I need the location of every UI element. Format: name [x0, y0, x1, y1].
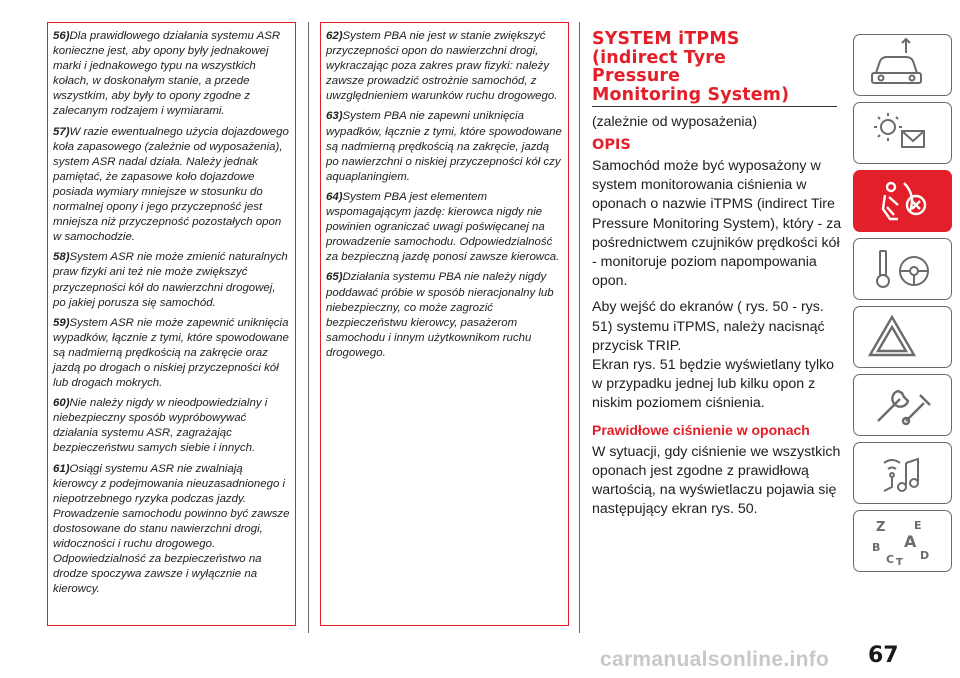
emergency-triangle-icon — [854, 307, 953, 369]
svg-text:Z: Z — [876, 520, 886, 535]
airbag-safety-icon — [854, 171, 953, 233]
warning-57: 57)W razie ewentualnego użycia dojazdowego koła zapasowego (zależnie od wyposażenia), system ASR nadal działa. Należy jednak pamiętać, że zapasowe koło dojazdowe posiada wymiary mniejsze w stosunku do normalnej opony i jego przyczepność jest mniejsza niż przyczepność pozostałych opon w samochodzie. — [53, 125, 289, 244]
svg-text:B: B — [872, 541, 881, 554]
section-title: SYSTEM iTPMS (indirect Tyre Pressure Monitoring System) — [592, 29, 790, 105]
warning-62: 62)System PBA nie jest w stanie zwiększyć przyczepności opon do nawierzchni drogi, wykraczając poza zakres praw fizyki: należy zawsze prowadzić ostrożnie samochód, z uwzględnieniem warunków ruchu drogowego. — [326, 30, 558, 103]
warning-lights-icon — [854, 103, 953, 165]
paragraph: Samochód może być wyposażony w system monitorowania ciśnienia w oponach o nazwie iTPMS (indirect Tire Pressure Monitoring System), który - za pośrednictwem czujników prędkości kół - monitoruje poziom napompowania opon. — [592, 158, 842, 290]
car-dashboard-icon — [854, 35, 953, 97]
warning-59: 59)System ASR nie może zapewnić uniknięcia wypadków, łącznie z tymi, które spowodowane są nadmierną prędkością na zakręcie oraz jazdą po drogach o niskiej przyczepności kół lub drogach mokrych. — [53, 316, 289, 390]
chapter-tab-warning-lights[interactable] — [853, 102, 952, 164]
paragraph: W sytuacji, gdy ciśnienie we wszystkich oponach jest zgodne z prawidłową wartością, na wyświetlaczu pojawia się następujący ekran rys. 50. — [592, 443, 841, 518]
warning-58: 58)System ASR nie może zmienić naturalnych praw fizyki ani też nie może zwiększyć przyczepności kół do nawierzchni drogowej, po jakiej porusza się samochód. — [53, 251, 288, 309]
chapter-tab-starting[interactable] — [853, 238, 952, 300]
key-steering-wheel-icon — [854, 239, 953, 301]
maintenance-tools-icon — [854, 375, 953, 437]
chapter-tab-index[interactable] — [853, 510, 952, 572]
warnings-box-left — [47, 22, 296, 626]
multimedia-icon — [854, 443, 953, 505]
warnings-box-middle — [320, 22, 569, 626]
svg-text:D: D — [920, 549, 930, 562]
svg-text:E: E — [914, 519, 922, 532]
warning-61: 61)Osiągi systemu ASR nie zwalniają kierowcy z podejmowania nieuzasadnionego i niepotrzebnego ryzyka podczas jazdy. Prowadzenie samochodu powinno być zawsze dostosowane do stanu nawierzchni drogi, widoczności i ruchu drogowego. Odpowiedzialność za bezpieczeństwo na drodze spoczywa zawsze i wyłącznie na kierowcy. — [53, 462, 290, 596]
subheading-opis: OPIS — [592, 137, 631, 153]
warning-65: 65)Działania systemu PBA nie należy nigdy poddawać próbie w sposób nieracjonalny lub niebezpieczny, co może zagrozić bezpieczeństwu kierowcy, pasażerom samochodu i innym użytkownikom ruchu drogowego. — [326, 271, 554, 359]
paragraph: Ekran rys. 51 będzie wyświetlany tylko w przypadku jednej lub kilku opon z niskim poziomem ciśnienia. — [592, 357, 835, 412]
equipment-note: (zależnie od wyposażenia) — [592, 113, 757, 129]
section-itpms — [592, 30, 842, 526]
column-divider — [308, 22, 309, 633]
svg-text:A: A — [904, 532, 917, 551]
chapter-tab-dashboard[interactable] — [853, 34, 952, 96]
alphabet-index-icon — [854, 511, 953, 573]
warning-64: 64)System PBA jest elementem wspomagającym jazdę: kierowca nigdy nie powinien ograniczać uwagi poświęcanej na prowadzenie samochodu. Odpowiedzialność za bezpieczną jazdę ponosi zawsze kierowca. — [326, 190, 560, 264]
chapter-tab-safety[interactable] — [853, 170, 952, 232]
watermark: carmanualsonline.info — [600, 648, 830, 671]
svg-text:C: C — [886, 553, 895, 566]
warning-56: 56)Dla prawidłowego działania systemu ASR konieczne jest, aby opony były jednakowej marki i jednakowego typu na wszystkich kołach, w doskonałym stanie, a przede wszystkim, aby były to opony zgodne z zalecanym rodzajem i wymiarami. — [53, 30, 281, 118]
warning-60: 60)Nie należy nigdy w nieodpowiedzialny i niebezpieczny sposób wypróbowywać działania systemu ASR, zagrażając bezpieczeństwu samych siebie i innych. — [53, 397, 268, 455]
column-divider — [579, 22, 580, 633]
subheading-correct-pressure: Prawidłowe ciśnienie w oponach — [592, 421, 810, 438]
chapter-tab-multimedia[interactable] — [853, 442, 952, 504]
svg-text:T: T — [896, 557, 903, 568]
chapter-tab-maintenance[interactable] — [853, 374, 952, 436]
paragraph: Aby wejść do ekranów ( rys. 50 - rys. 51) systemu iTPMS, należy nacisnąć przycisk TRIP. — [592, 299, 825, 354]
page-number: 67 — [868, 643, 899, 668]
chapter-tab-emergency[interactable] — [853, 306, 952, 368]
warning-63: 63)System PBA nie zapewni uniknięcia wypadków, łącznie z tymi, które spowodowane są nadmierną prędkością na zakręcie, jazdą po nawierzchni o niskiej przyczepności kół czy aquaplaningiem. — [326, 110, 562, 183]
title-underline — [592, 106, 837, 107]
